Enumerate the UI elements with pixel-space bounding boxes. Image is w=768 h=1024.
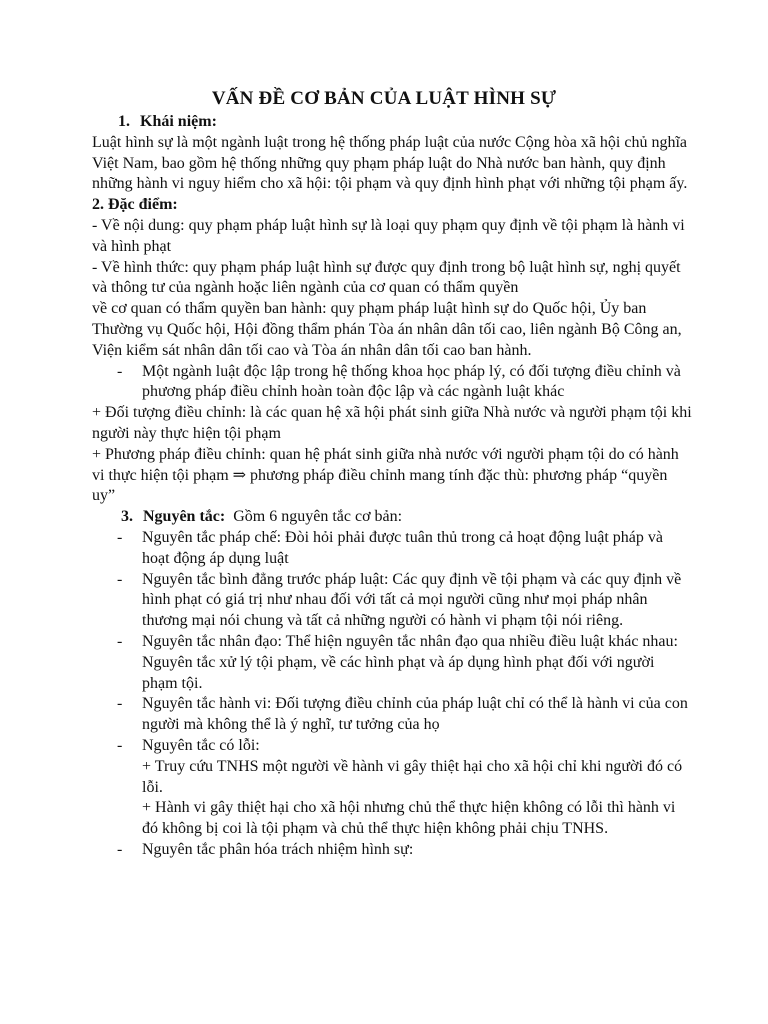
- list-dash: -: [117, 632, 123, 650]
- principle-equality: Nguyên tắc bình đẳng trước pháp luật: Các quy định về tội phạm và các quy định về hình phạt có giá trị như nhau đối với tất cả mọi người cũng như mọi pháp nhân thương mại nói chung và tất cả những người có hành vi phạm tội nói riêng.: [142, 570, 682, 630]
- section-2-subject: + Đối tượng điều chỉnh: là các quan hệ xã hội phát sinh giữa Nhà nước và người phạm tội khi người này thực hiện tội phạm: [92, 404, 692, 442]
- section-2-form: - Về hình thức: quy phạm pháp luật hình sự được quy định trong bộ luật hình sự, nghị quyết và thông tư của ngành hoặc liên ngành của cơ quan có thẩm quyền: [92, 258, 681, 297]
- section-1-title: Khái niệm:: [140, 113, 217, 130]
- list-item: [92, 694, 692, 736]
- section-1-heading: [92, 112, 692, 133]
- principle-humanity: Nguyên tắc nhân đạo: Thể hiện nguyên tắc nhân đạo qua nhiều điều luật khác nhau: Nguyên tắc xử lý tội phạm, về các hình phạt và áp dụng hình phạt đối với người phạm tội.: [142, 632, 678, 692]
- list-item: [92, 632, 692, 694]
- fault-sub-2: + Hành vi gây thiệt hại cho xã hội nhưng chủ thể thực hiện không có lỗi thì hành vi đó không bị coi là tội phạm và chủ thể thực hiện không phải chịu TNHS.: [142, 799, 676, 838]
- fault-sub-1: + Truy cứu TNHS một người về hành vi gây thiệt hại cho xã hội chỉ khi người đó có lỗi.: [142, 757, 683, 796]
- list-dash: -: [117, 362, 123, 380]
- section-3-heading: [92, 507, 692, 528]
- section-3-title: Nguyên tắc:: [143, 508, 226, 526]
- list-item: [92, 736, 692, 757]
- document-title: VẤN ĐỀ CƠ BẢN CỦA LUẬT HÌNH SỰ: [211, 88, 557, 109]
- section-3-number: 3.: [121, 508, 133, 526]
- principle-act: Nguyên tắc hành vi: Đối tượng điều chỉnh của pháp luật chỉ có thể là hành vi của con người mà không thể là ý nghĩ, tư tưởng của họ: [142, 695, 688, 734]
- section-2-independent: [92, 362, 692, 404]
- document-body: [92, 112, 692, 861]
- list-dash: -: [117, 736, 123, 754]
- list-item: [92, 528, 692, 570]
- section-2-authority: về cơ quan có thẩm quyền ban hành: quy phạm pháp luật hình sự do Quốc hội, Ủy ban Thường vụ Quốc hội, Hội đồng thẩm phán Tòa án nhân dân tối cao, liên ngành Bộ Công an, Viện kiểm sát nhân dân tối cao và Tòa án nhân dân tối cao ban hành.: [92, 300, 682, 359]
- principle-legality: Nguyên tắc pháp chế: Đòi hỏi phải được tuân thủ trong cả hoạt động luật pháp và hoạt động áp dụng luật: [142, 528, 663, 567]
- section-1-number: 1.: [118, 113, 130, 130]
- list-dash: -: [117, 840, 123, 858]
- principle-fault: Nguyên tắc có lỗi:: [142, 736, 260, 754]
- list-dash: -: [117, 528, 123, 546]
- section-2-heading: 2. Đặc điểm:: [92, 196, 178, 214]
- list-dash: -: [117, 570, 123, 588]
- section-1-text: Luật hình sự là một ngành luật trong hệ thống pháp luật của nước Cộng hòa xã hội chủ nghĩa Việt Nam, bao gồm hệ thống những quy phạm pháp luật do Nhà nước ban hành, quy định những hành vi nguy hiểm cho xã hội: tội phạm và quy định hình phạt với những tội phạm ấy.: [92, 133, 688, 193]
- list-item: [92, 840, 692, 861]
- list-item: [92, 570, 692, 632]
- section-2-independent-text: Một ngành luật độc lập trong hệ thống khoa học pháp lý, có đối tượng điều chỉnh và phương pháp điều chỉnh hoàn toàn độc lập và các ngành luật khác: [142, 362, 681, 401]
- section-3-intro: Gồm 6 nguyên tắc cơ bản:: [233, 508, 403, 526]
- section-2-method: + Phương pháp điều chỉnh: quan hệ phát sinh giữa nhà nước với người phạm tội do có hành vi thực hiện tội phạm ⇒ phương pháp điều chỉnh mang tính đặc thù: phương pháp “quyền uy”: [92, 445, 679, 505]
- section-2-content: - Về nội dung: quy phạm pháp luật hình sự là loại quy phạm quy định về tội phạm là hành vi và hình phạt: [92, 216, 685, 255]
- principle-differentiation: Nguyên tắc phân hóa trách nhiệm hình sự:: [142, 840, 414, 858]
- list-dash: -: [117, 695, 123, 713]
